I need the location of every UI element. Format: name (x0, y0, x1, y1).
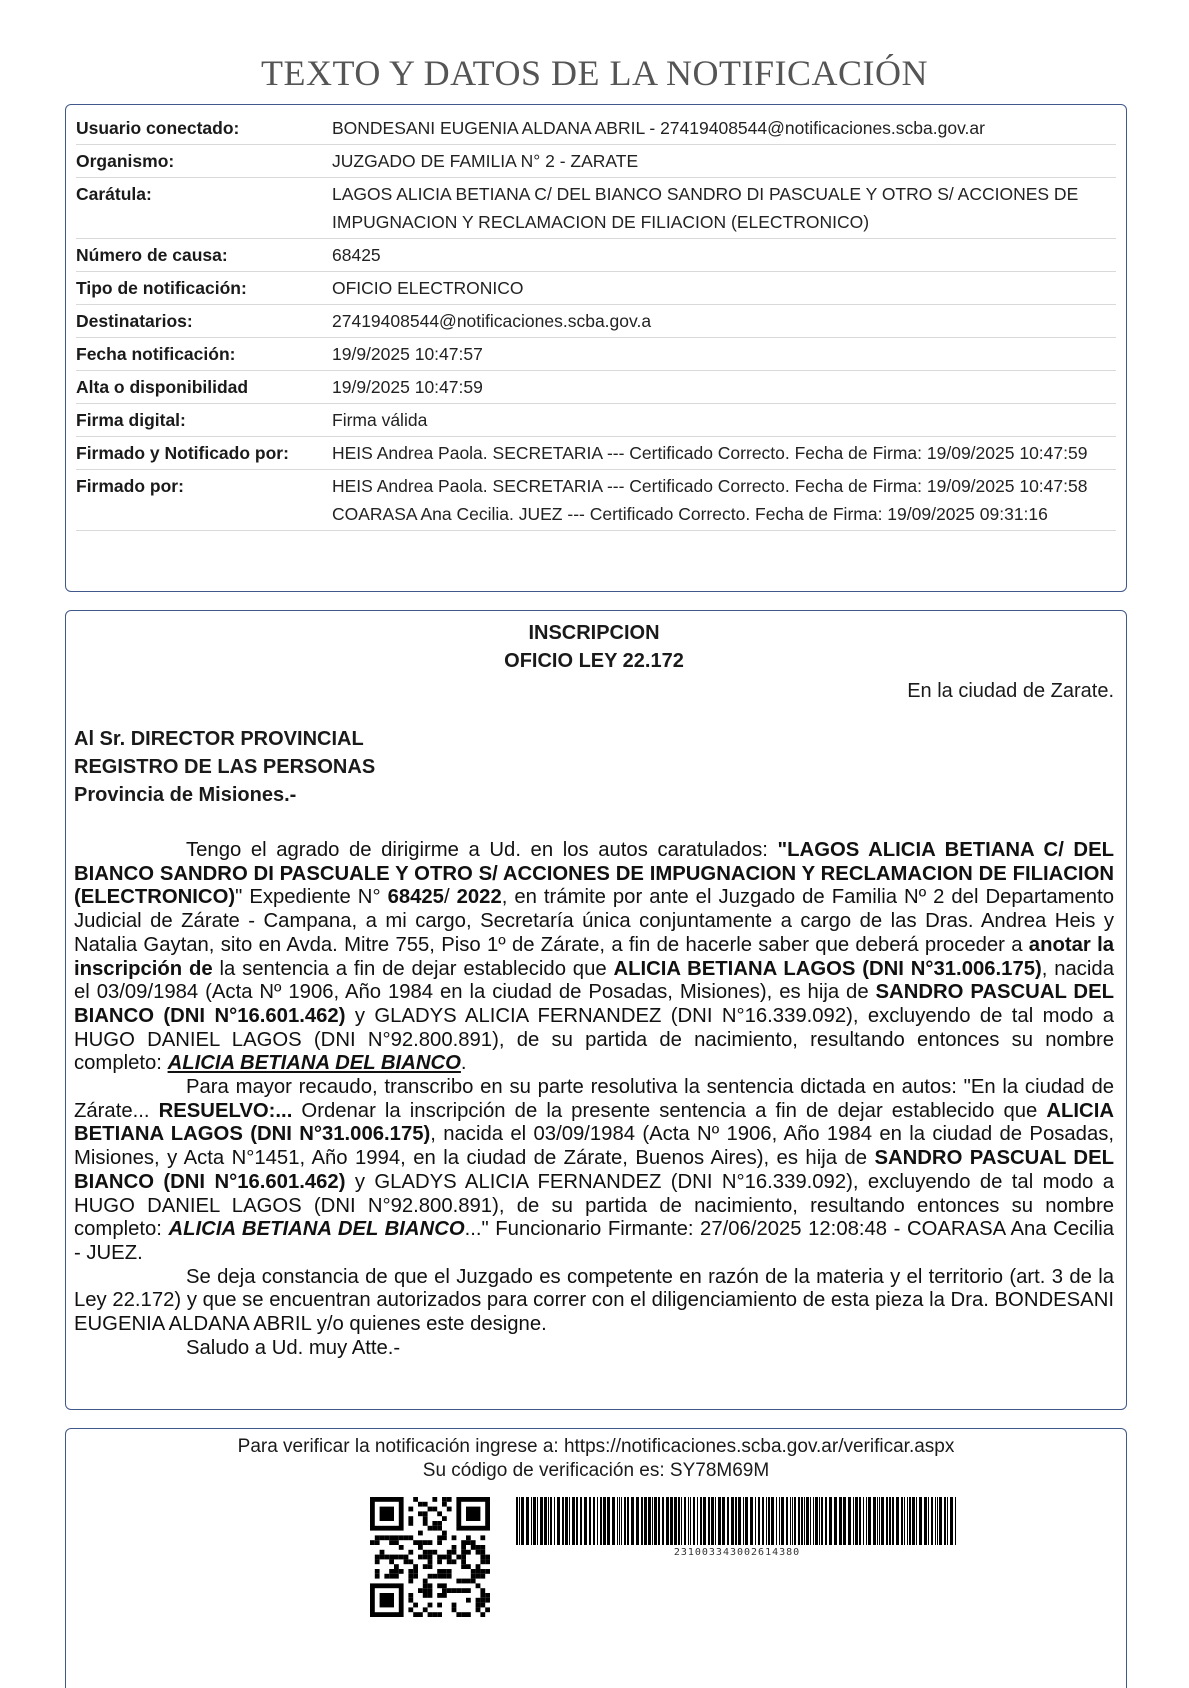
meta-value: 19/9/2025 10:47:59 (332, 377, 483, 397)
meta-value: JUZGADO DE FAMILIA N° 2 - ZARATE (332, 151, 639, 171)
meta-label: Firma digital: (76, 410, 186, 430)
text-span: y GLADYS ALICIA FERNANDEZ (DNI N°16.339.092), excluyendo de tal modo a HUGO DANIEL LAGOS (DNI N°92.800.891), de su partida de nacimiento, resultando entonces su nombre completo: (74, 1170, 1114, 1241)
meta-label: Tipo de notificación: (76, 278, 247, 298)
meta-row-notification-date (76, 338, 1116, 371)
meta-row-signed-by (76, 470, 1116, 531)
meta-value: Firma válida (332, 410, 428, 430)
text-span: Ordenar la inscripción de la presente sentencia a fin de dejar establecido que (292, 1099, 1047, 1122)
meta-row-case-number (76, 239, 1116, 272)
qr-code-icon (370, 1497, 490, 1617)
text-span: . (460, 1052, 467, 1075)
paragraph-2 (74, 1076, 1114, 1266)
text-span: Para mayor recaudo, transcribo en su parte resolutiva la sentencia dictada en autos: "En la ciudad de Zárate... (74, 1076, 1114, 1122)
letter-addressee (74, 725, 1114, 809)
meta-value: HEIS Andrea Paola. SECRETARIA --- Certificado Correcto. Fecha de Firma: 19/09/2025 10:47:58 COARASA Ana Cecilia. JUEZ --- Certificado Correcto. Fecha de Firma: 19/09/2025 09:31:16 (332, 476, 1088, 524)
full-name: ALICIA BETIANA DEL BIANCO (167, 1052, 461, 1075)
meta-row-organism (76, 145, 1116, 178)
paragraph-1 (74, 839, 1114, 1076)
full-name: ALICIA BETIANA DEL BIANCO (168, 1218, 465, 1241)
meta-row-user (76, 112, 1116, 145)
text-span: , nacida el 03/09/1984 (Acta Nº 1906, Año 1984 en la ciudad de Posadas, Misiones), es hija de (74, 957, 1114, 1004)
case-title: "LAGOS ALICIA BETIANA C/ DEL BIANCO SANDRO DI PASCUALE Y OTRO S/ ACCIONES DE IMPUGNACION Y RECLAMACION DE FILIACION (ELECTRONICO) (74, 839, 1114, 909)
meta-row-caratula (76, 178, 1116, 239)
paragraph-3: Se deja constancia de que el Juzgado es competente en razón de la materia y el territorio (art. 3 de la Ley 22.172) y que se encuentran autorizados para correr con el diligenciamiento de esta pieza la Dra. BONDESANI EUGENIA ALDANA ABRIL y/o quienes este designe. (74, 1265, 1114, 1336)
case-year: 2022 (456, 886, 502, 909)
meta-label: Organismo: (76, 151, 175, 171)
meta-value: 68425 (332, 245, 381, 265)
bold-span: SANDRO PASCUAL DEL BIANCO (DNI N°16.601.462) (74, 1147, 1114, 1193)
meta-value: 19/9/2025 10:47:57 (332, 344, 483, 364)
text-span: " Expediente N° (235, 886, 388, 909)
meta-label: Firmado por: (76, 476, 184, 496)
text-span: ..." Funcionario Firmante: 27/06/2025 12:08:48 - COARASA Ana Cecilia - JUEZ. (74, 1218, 1114, 1264)
verification-url-text: Para verificar la notificación ingrese a: https://notificaciones.scba.gov.ar/verificar.aspx (237, 1436, 955, 1457)
bold-span: ALICIA BETIANA LAGOS (DNI N°31.006.175) (74, 1099, 1114, 1146)
meta-row-signed-notified-by (76, 437, 1116, 470)
bold-span: anotar la inscripción de (74, 933, 1114, 980)
addressee-line: Al Sr. DIRECTOR PROVINCIAL (74, 728, 364, 750)
letter-subheading: OFICIO LEY 22.172 (504, 650, 684, 672)
letter-heading: INSCRIPCION (528, 622, 660, 644)
addressee-line: Provincia de Misiones.- (74, 784, 297, 806)
bold-span: ALICIA BETIANA LAGOS (DNI N°31.006.175) (613, 957, 1042, 980)
bold-span: SANDRO PASCUAL DEL BIANCO (DNI N°16.601.462) (74, 981, 1114, 1027)
meta-label: Usuario conectado: (76, 118, 240, 138)
text-span: , en trámite por ante el Juzgado de Familia Nº 2 del Departamento Judicial de Zárate - Campana, a mi cargo, Secretaría única conjuntamente a cargo de las Dras. Andrea Heis y Natalia Gaytan, sito en Avda. Mitre 755, Piso 1º de Zárate, a fin de hacerle saber que deberá proceder a (74, 886, 1114, 956)
meta-label: Destinatarios: (76, 311, 193, 331)
meta-value: BONDESANI EUGENIA ALDANA ABRIL - 27419408544@notificaciones.scba.gov.ar (332, 118, 985, 138)
meta-label: Número de causa: (76, 245, 228, 265)
text-span: / (443, 886, 457, 909)
page-title: TEXTO Y DATOS DE LA NOTIFICACIÓN (261, 53, 928, 93)
meta-row-digital-signature (76, 404, 1116, 437)
text-span: y GLADYS ALICIA FERNANDEZ (DNI N°16.339.092), excluyendo de tal modo a HUGO DANIEL LAGOS (DNI N°92.800.891), de su partida de nacimiento, resultando entonces su nombre completo: (74, 1004, 1114, 1075)
letter-panel (65, 610, 1127, 1410)
verification-panel (65, 1428, 1127, 1688)
meta-value: 27419408544@notificaciones.scba.gov.a (332, 311, 652, 331)
closing: Saludo a Ud. muy Atte.- (186, 1336, 401, 1359)
barcode-icon (514, 1497, 960, 1545)
notification-data-panel (65, 104, 1127, 592)
meta-label: Carátula: (76, 184, 152, 204)
meta-value: OFICIO ELECTRONICO (332, 278, 524, 298)
text-span: , nacida el 03/09/1984 (Acta Nº 1906, Año 1984 en la ciudad de Posadas, Misiones, y Acta N°1451, Año 1994, en la ciudad de Zárate, Buenos Aires), es hija de (74, 1123, 1114, 1170)
meta-row-recipients (76, 305, 1116, 338)
verification-code-text: Su código de verificación es: SY78M69M (422, 1460, 770, 1481)
letter-city: En la ciudad de Zarate. (907, 680, 1114, 702)
bold-span: RESUELVO:... (158, 1099, 293, 1122)
case-number: 68425 (387, 886, 444, 909)
addressee-line: REGISTRO DE LAS PERSONAS (74, 756, 376, 778)
meta-row-notification-type (76, 272, 1116, 305)
meta-value: LAGOS ALICIA BETIANA C/ DEL BIANCO SANDRO DI PASCUALE Y OTRO S/ ACCIONES DE IMPUGNACION Y RECLAMACION DE FILIACION (ELECTRONICO) (332, 184, 1079, 232)
text-span: la sentencia a fin de dejar establecido que (212, 957, 614, 980)
barcode-number: 231003343002614380 (673, 1547, 801, 1558)
text-span: Tengo el agrado de dirigirme a Ud. en los autos caratulados: (186, 839, 778, 861)
meta-label: Fecha notificación: (76, 344, 236, 364)
meta-value: HEIS Andrea Paola. SECRETARIA --- Certificado Correcto. Fecha de Firma: 19/09/2025 10:47:59 (332, 443, 1088, 463)
letter-body (74, 839, 1114, 1360)
meta-label: Alta o disponibilidad (76, 377, 249, 397)
meta-row-availability (76, 371, 1116, 404)
meta-label: Firmado y Notificado por: (76, 443, 289, 463)
